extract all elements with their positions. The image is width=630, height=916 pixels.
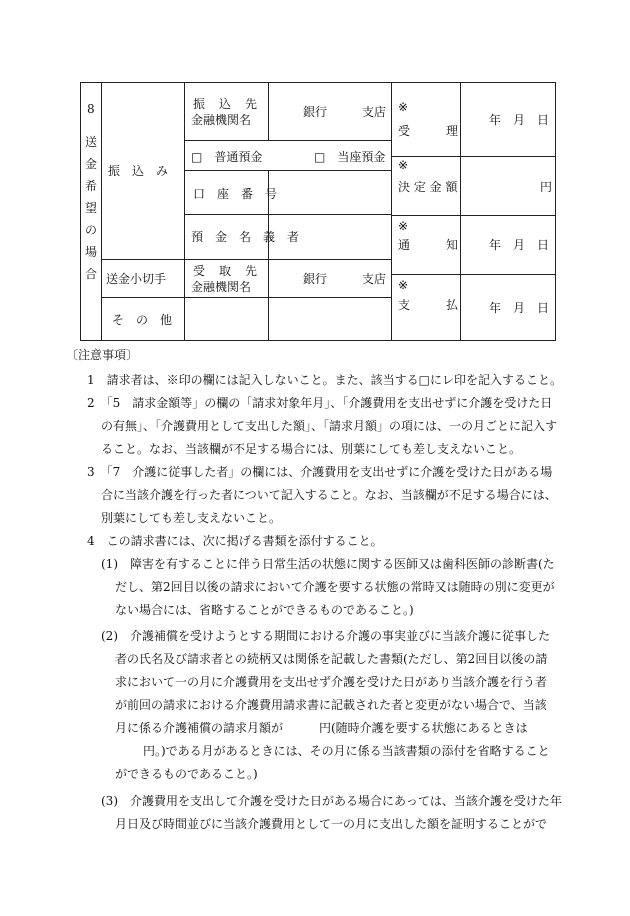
branch-label: 支店 xyxy=(362,105,387,119)
meigi-label: 預 金 名 義 者 xyxy=(191,230,300,244)
shiharai-label: 支 払 xyxy=(398,298,459,312)
mark-tsuchi: ※ xyxy=(398,219,409,233)
section-title: 送 金 希 望 の 場 合 xyxy=(84,135,97,281)
note-line: 月に係る介護補償の請求月額が 円(随時介護を要する状態にあるときは xyxy=(115,721,528,735)
kettei-yen: 円 xyxy=(540,180,553,194)
note-line: だし、第2回目以後の請求において介護を要する状態の常時又は随時の別に変更が xyxy=(115,580,555,594)
note-line: 月日及び時間並びに当該介護費用として一の月に支出した額を証明することがで xyxy=(115,817,548,831)
bank-label-2: 銀行 xyxy=(303,272,328,286)
grid-line xyxy=(184,214,392,215)
grid-line xyxy=(391,274,556,275)
furikomi-saki-label-1: 振 込 先 xyxy=(193,97,259,111)
note-line: (2) 介護補償を受けようとする期間における介護の事実並びに当該介護に従事した xyxy=(101,629,551,643)
mark-shiharai: ※ xyxy=(398,278,409,292)
futsu-checkbox[interactable]: □ 普通預金 xyxy=(191,150,263,164)
note-line: ること。なお、当該欄が不足する場合には、別葉にしても差し支えないこと。 xyxy=(101,442,522,456)
juri-label: 受 理 xyxy=(398,124,459,138)
note-line: の有無」、「介護費用として支出した額」、「請求月額」の項には、一の月ごとに記入す xyxy=(101,419,558,433)
table-border-top xyxy=(80,82,556,83)
furikomi-label: 振 込 み xyxy=(108,164,169,178)
grid-line xyxy=(101,297,392,298)
tsuchi-date: 年 月 日 xyxy=(489,238,550,252)
uketori-label-2: 金融機関名 xyxy=(191,280,252,294)
bank-label: 銀行 xyxy=(303,105,328,119)
note-line: ができるものであること。) xyxy=(115,767,258,781)
koza-bango-label: 口 座 番 号 xyxy=(193,187,278,201)
grid-line xyxy=(460,82,461,340)
grid-line xyxy=(101,259,392,260)
grid-line xyxy=(101,82,102,340)
mark-kettei: ※ xyxy=(398,158,409,172)
grid-line xyxy=(391,82,392,340)
notes-heading: 〔注意事項〕 xyxy=(66,348,139,362)
note-line: (1) 障害を有することに伴う日常生活の状態に関する医師又は歯科医師の診断書(た xyxy=(101,557,555,571)
table-border-left xyxy=(80,82,81,340)
note-line: (3) 介護費用を支出して介護を受けた日がある場合にあっては、当該介護を受けた年 xyxy=(101,794,562,808)
shiharai-date: 年 月 日 xyxy=(489,301,550,315)
mark-juri: ※ xyxy=(398,100,409,114)
uketori-label-1: 受 取 先 xyxy=(193,264,259,278)
table-border-bottom xyxy=(80,340,556,341)
furikomi-saki-label-2: 金融機関名 xyxy=(191,113,252,127)
grid-line xyxy=(184,140,392,141)
note-line: が前回の請求における介護費用請求書に記載された者と変更がない場合で、当該 xyxy=(115,698,547,712)
note-line: 3 「7 介護に従事した者」の欄には、介護費用を支出せずに介護を受けた日がある場 xyxy=(87,465,553,479)
grid-line xyxy=(184,82,185,340)
note-line: 者の氏名及び請求者との続柄又は関係を記載した書類(ただし、第2回目以後の請 xyxy=(115,652,548,666)
note-line: 求において一の月に介護費用を支出せず介護を受けた日があり当該介護を行う者 xyxy=(115,675,548,689)
grid-line xyxy=(184,170,392,171)
note-line: 1 請求者は、※印の欄には記入しないこと。また、該当する□にレ印を記入すること。 xyxy=(87,373,562,387)
note-line: 円。)である月があるときには、その月に係る当該書類の添付を省略すること xyxy=(143,744,550,758)
touza-checkbox[interactable]: □ 当座預金 xyxy=(314,150,386,164)
table-border-right xyxy=(555,82,556,340)
note-line: 別葉にしても差し支えないこと。 xyxy=(101,511,282,525)
note-line: 4 この請求書には、次に掲げる書類を添付すること。 xyxy=(87,534,383,548)
grid-line xyxy=(391,215,556,216)
grid-line xyxy=(268,82,269,140)
grid-line xyxy=(391,156,556,157)
branch-label-2: 支店 xyxy=(362,272,387,286)
juri-date: 年 月 日 xyxy=(489,113,550,127)
sonota-label: そ の 他 xyxy=(112,313,173,327)
kettei-kingaku-label: 決 定 金 額 xyxy=(398,180,458,194)
sokin-kogitte-label: 送金小切手 xyxy=(106,272,167,286)
note-line: 合に当該介護を行った者について記入すること。なお、当該欄が不足する場合には、 xyxy=(101,488,557,502)
section-number: 8 xyxy=(87,102,95,116)
note-line: ない場合には、省略することができるものであること。) xyxy=(115,603,414,617)
note-line: 2 「5 請求金額等」の欄の「請求対象年月」、「介護費用を支出せずに介護を受けた日 xyxy=(87,396,553,410)
tsuchi-label: 通 知 xyxy=(398,238,459,252)
